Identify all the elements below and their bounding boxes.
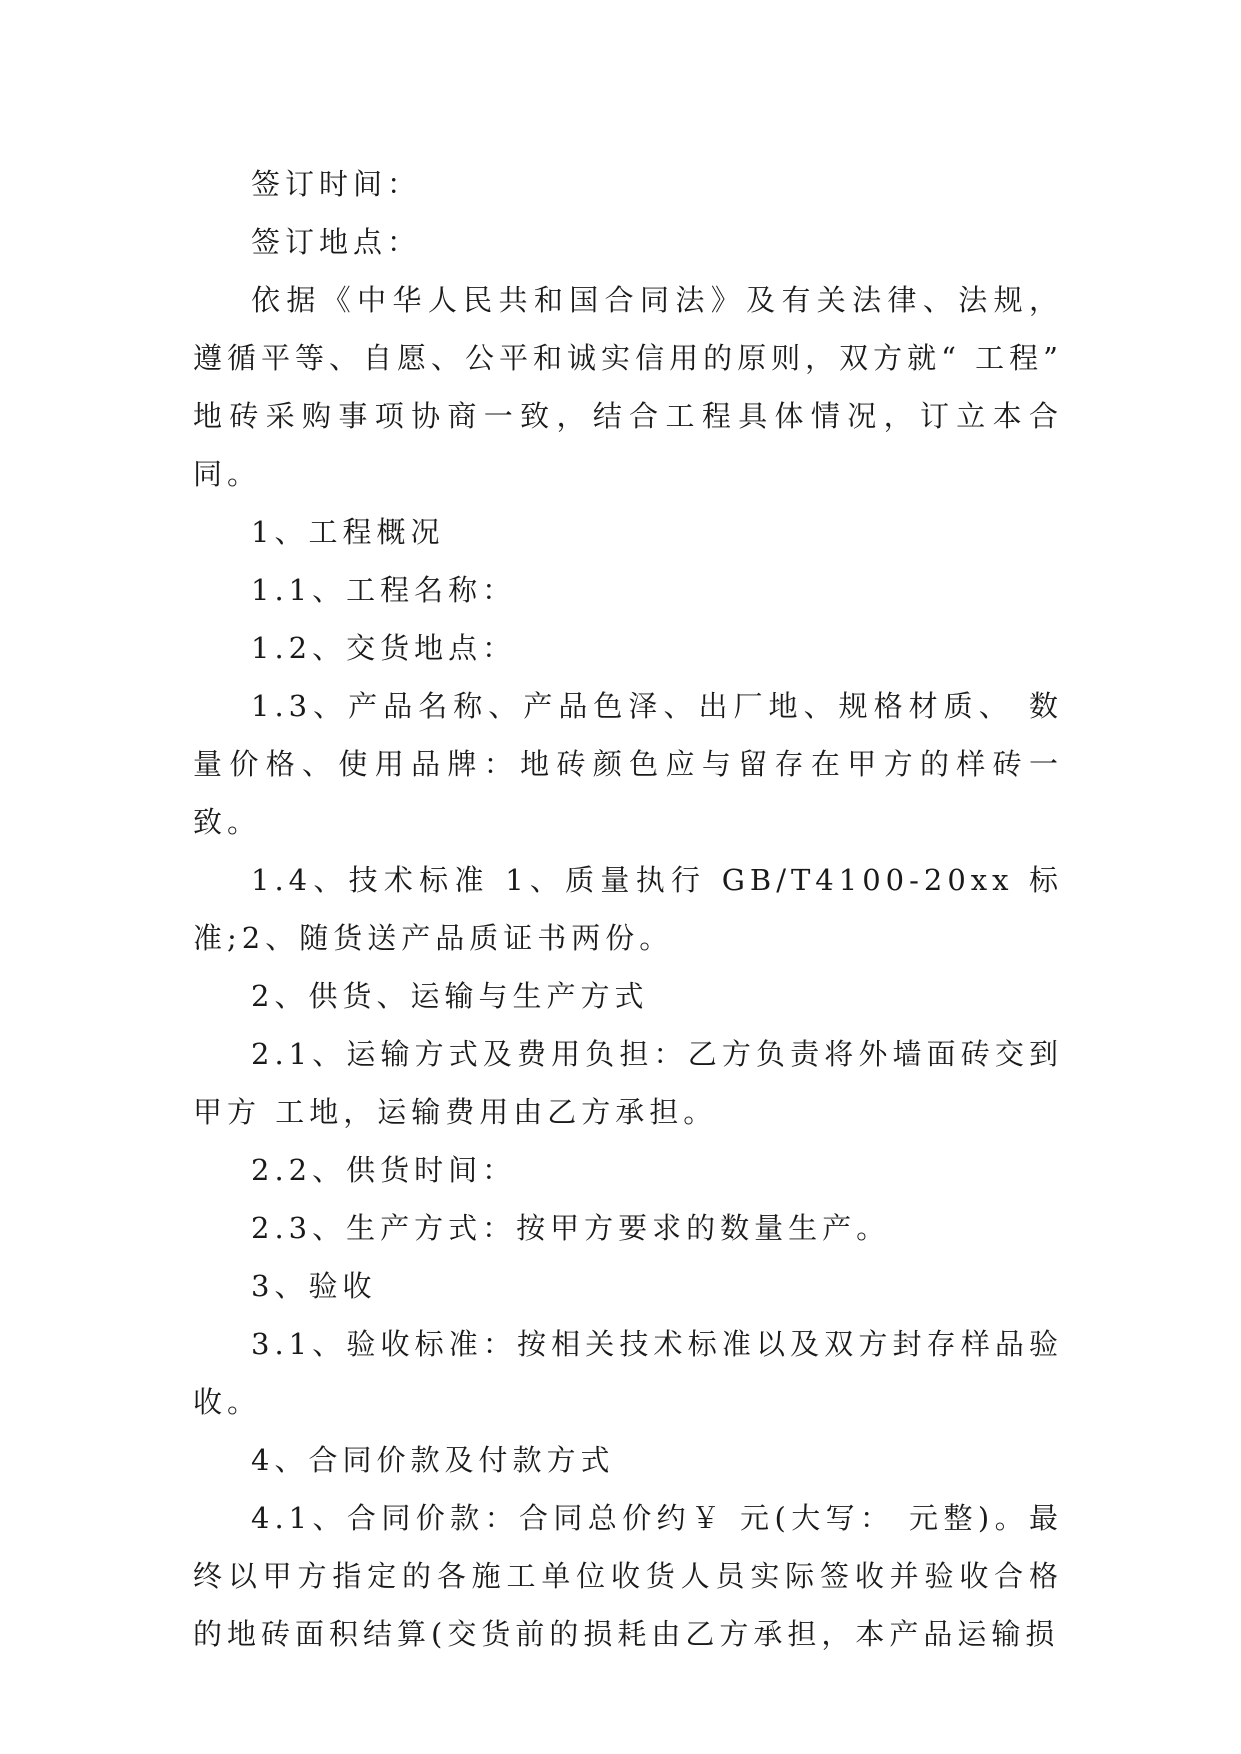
signing-time-line: 签订时间：	[251, 167, 422, 201]
clause-1-4: 1.4、技术标准 1、质量执行 GB/T4100-20xx 标准;2、随货送产品质证书两份。	[193, 863, 1063, 955]
section-1-heading: 1、工程概况	[251, 515, 445, 549]
clause-1-2: 1.2、交货地点：	[251, 631, 517, 665]
clause-2-1: 2.1、运输方式及费用负担：乙方负责将外墙面砖交到甲方 工地，运输费用由乙方承担。	[193, 1037, 1063, 1129]
clause-2-3: 2.3、生产方式：按甲方要求的数量生产。	[251, 1211, 891, 1245]
signing-place-line: 签订地点：	[251, 225, 422, 259]
preamble-paragraph: 依据《中华人民共和国合同法》及有关法律、法规，遵循平等、自愿、公平和诚实信用的原则，双方就“ 工程” 地砖采购事项协商一致，结合工程具体情况，订立本合同。	[193, 283, 1063, 491]
document-body	[193, 155, 1063, 1663]
clause-2-2: 2.2、供货时间：	[251, 1153, 517, 1187]
section-4-heading: 4、合同价款及付款方式	[251, 1443, 615, 1477]
section-3-heading: 3、验收	[251, 1269, 377, 1303]
clause-1-3: 1.3、产品名称、产品色泽、出厂地、规格材质、 数量价格、使用品牌：地砖颜色应与留存在甲方的样砖一致。	[193, 689, 1063, 839]
clause-1-1: 1.1、工程名称：	[251, 573, 517, 607]
clause-4-1: 4.1、合同价款：合同总价约￥ 元(大写： 元整)。最终以甲方指定的各施工单位收货人员实际签收并验收合格的地砖面积结算(交货前的损耗由乙方承担，本产品运输损	[193, 1501, 1063, 1651]
clause-3-1: 3.1、验收标准：按相关技术标准以及双方封存样品验收。	[193, 1327, 1063, 1419]
section-2-heading: 2、供货、运输与生产方式	[251, 979, 649, 1013]
